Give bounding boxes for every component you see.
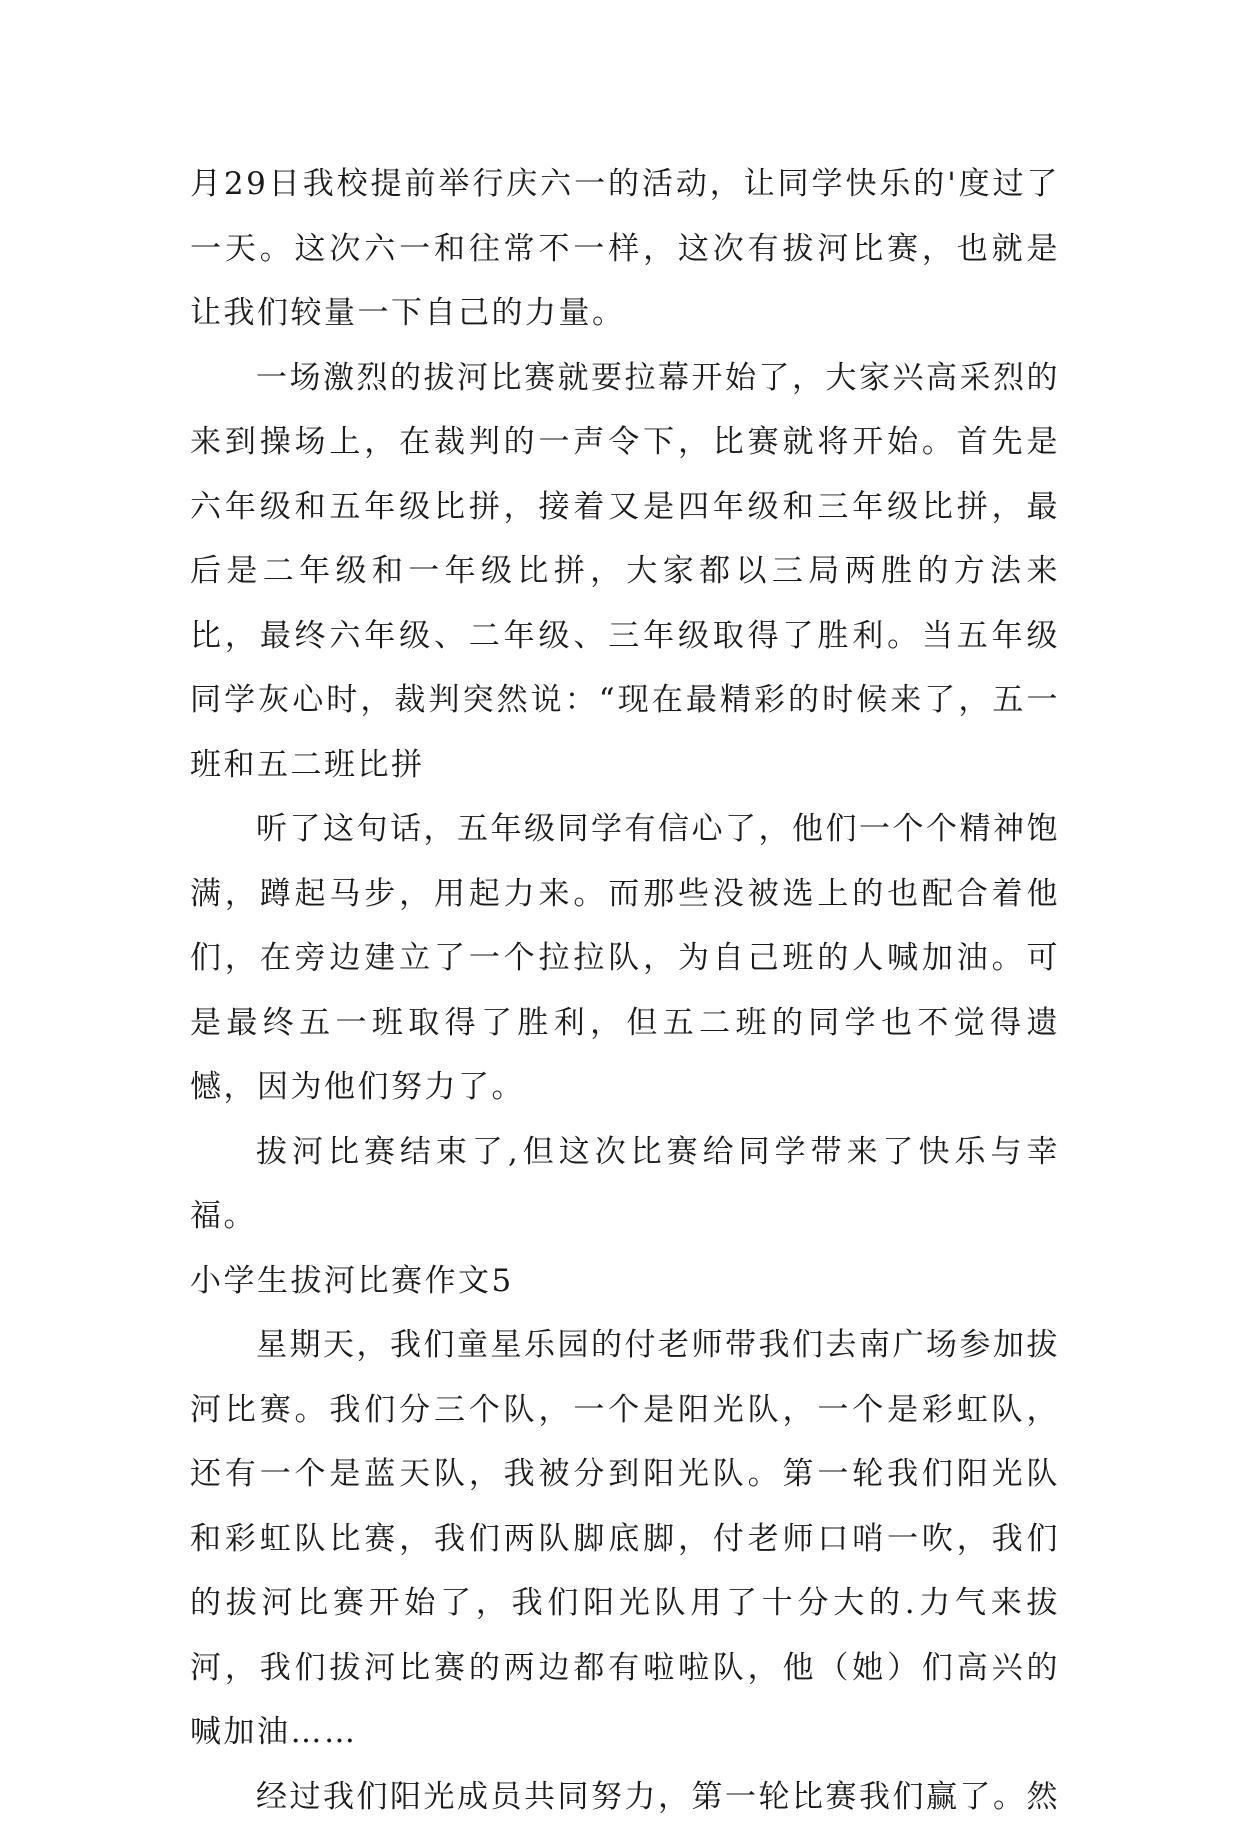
- paragraph-1: 月29日我校提前举行庆六一的活动，让同学快乐的'度过了一天。这次六一和往常不一样，这次有拔河比赛，也就是让我们较量一下自己的力量。: [190, 152, 1060, 346]
- paragraph-3: 听了这句话，五年级同学有信心了，他们一个个精神饱满，蹲起马步，用起力来。而那些没被选上的也配合着他们，在旁边建立了一个拉拉队，为自己班的人喊加油。可是最终五一班取得了胜利，但五二班的同学也不觉得遗憾，因为他们努力了。: [190, 797, 1060, 1120]
- section-title: 小学生拔河比赛作文5: [190, 1249, 1060, 1314]
- paragraph-5: 星期天，我们童星乐园的付老师带我们去南广场参加拔河比赛。我们分三个队，一个是阳光队，一个是彩虹队，还有一个是蓝天队，我被分到阳光队。第一轮我们阳光队和彩虹队比赛，我们两队脚底脚，付老师口哨一吹，我们的拔河比赛开始了，我们阳光队用了十分大的.力气来拔河，我们拔河比赛的两边都有啦啦队，他（她）们高兴的喊加油……: [190, 1313, 1060, 1765]
- paragraph-4: 拔河比赛结束了,但这次比赛给同学带来了快乐与幸福。: [190, 1120, 1060, 1249]
- paragraph-6: 经过我们阳光成员共同努力，第一轮比赛我们赢了。然: [190, 1765, 1060, 1829]
- paragraph-2: 一场激烈的拔河比赛就要拉幕开始了，大家兴高采烈的来到操场上，在裁判的一声令下，比赛就将开始。首先是六年级和五年级比拼，接着又是四年级和三年级比拼，最后是二年级和一年级比拼，大家都以三局两胜的方法来比，最终六年级、二年级、三年级取得了胜利。当五年级同学灰心时，裁判突然说：“现在最精彩的时候来了，五一班和五二班比拼: [190, 346, 1060, 798]
- document-page: [190, 152, 1060, 1829]
